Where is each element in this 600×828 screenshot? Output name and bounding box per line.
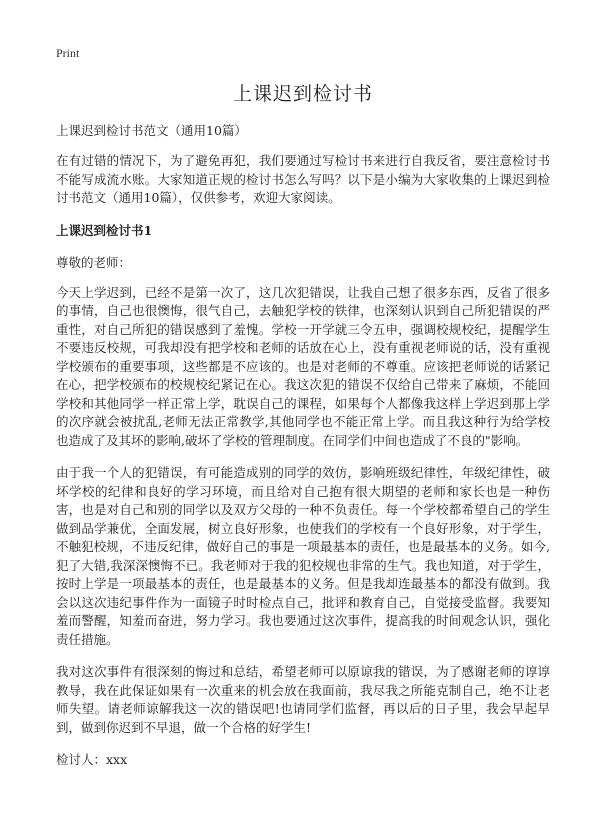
salutation: 尊敬的老师：: [56, 254, 132, 270]
body-paragraph-1: 今天上学迟到，已经不是第一次了，这几次犯错误，让我自己想了很多东西，反省了很多的事情，自己也很懊悔，很气自己，去触犯学校的铁律，也深刻认识到自己所犯错误的严重性，对自己所犯的错误感到了羞愧。学校一开学就三令五申，强调校规校纪，提醒学生不要违反校规，可我却没有把学校和老师的话放在心上，没有重视老师说的话，没有重视学校颁布的重要事项，这些都是不应该的。也是对老师的不尊重。应该把老师说的话紧记在心，把学校颁布的校规校纪紧记在心。我这次犯的错误不仅给自己带来了麻烦，不能回学校和其他同学一样正常上学，耽误自己的课程，如果每个人都像我这样上学迟到那上学的次序就会被扰乱,老师无法正常教学,其他同学也不能正常上学。而且我这种行为给学校也造成了及其坏的影响,破坏了学校的管理制度。在同学们中间也造成了不良的"影响。: [56, 284, 550, 448]
document-title: 上课迟到检讨书: [232, 83, 373, 105]
intro-paragraph: 在有过错的情况下，为了避免再犯，我们要通过写检讨书来进行自我反省，要注意检讨书不能写成流水账。大家知道正规的检讨书怎么写吗？以下是小编为大家收集的上课迟到检讨书范文（通用10篇），仅供参考，欢迎大家阅读。: [56, 153, 550, 205]
signature: 检讨人：xxx: [56, 752, 128, 767]
body-paragraph-3: 我对这次事件有很深刻的悔过和总结，希望老师可以原谅我的错误，为了感谢老师的谆谆教导，我在此保证如果有一次重来的机会放在我面前，我尽我之所能克制自己，绝不让老师失望。请老师谅解我这一次的错误吧!也请同学们监督，再以后的日子里，我会早起早到，做到你迟到不早退，做一个合格的好学生!: [56, 664, 550, 735]
print-link[interactable]: Print: [56, 46, 80, 60]
document-subtitle: 上课迟到检讨书范文（通用10篇）: [56, 123, 247, 138]
body-paragraph-2: 由于我一个人的犯错误，有可能造成别的同学的效仿，影响班级纪律性，年级纪律性，破坏学校的纪律和良好的学习环境，而且给对自己抱有很大期望的老师和家长也是一种伤害，也是对自己和别的同学以及双方父母的一种不负责任。每一个学校都希望自己的学生做到品学兼优，全面发展，树立良好形象，也使我们的学校有一个良好形象，对于学生，不触犯校规，不违反纪律，做好自己的事是一项最基本的责任，也是最基本的义务。如今,犯了大错,我深深懊悔不已。我老师对于我的犯校规也非常的生气。我也知道，对于学生，按时上学是一项最基本的责任，也是最基本的义务。但是我却连最基本的都没有做到。我会以这次违纪事件作为一面镜子时时检点自己，批评和教育自己，自觉接受监督。我要知羞而警醒，知羞而奋进，努力学习。我也要通过这次事件，提高我的时间观念认识，强化责任措施。: [56, 465, 550, 647]
section-heading: 上课迟到检讨书1: [56, 222, 153, 238]
document-page: [56, 46, 550, 769]
